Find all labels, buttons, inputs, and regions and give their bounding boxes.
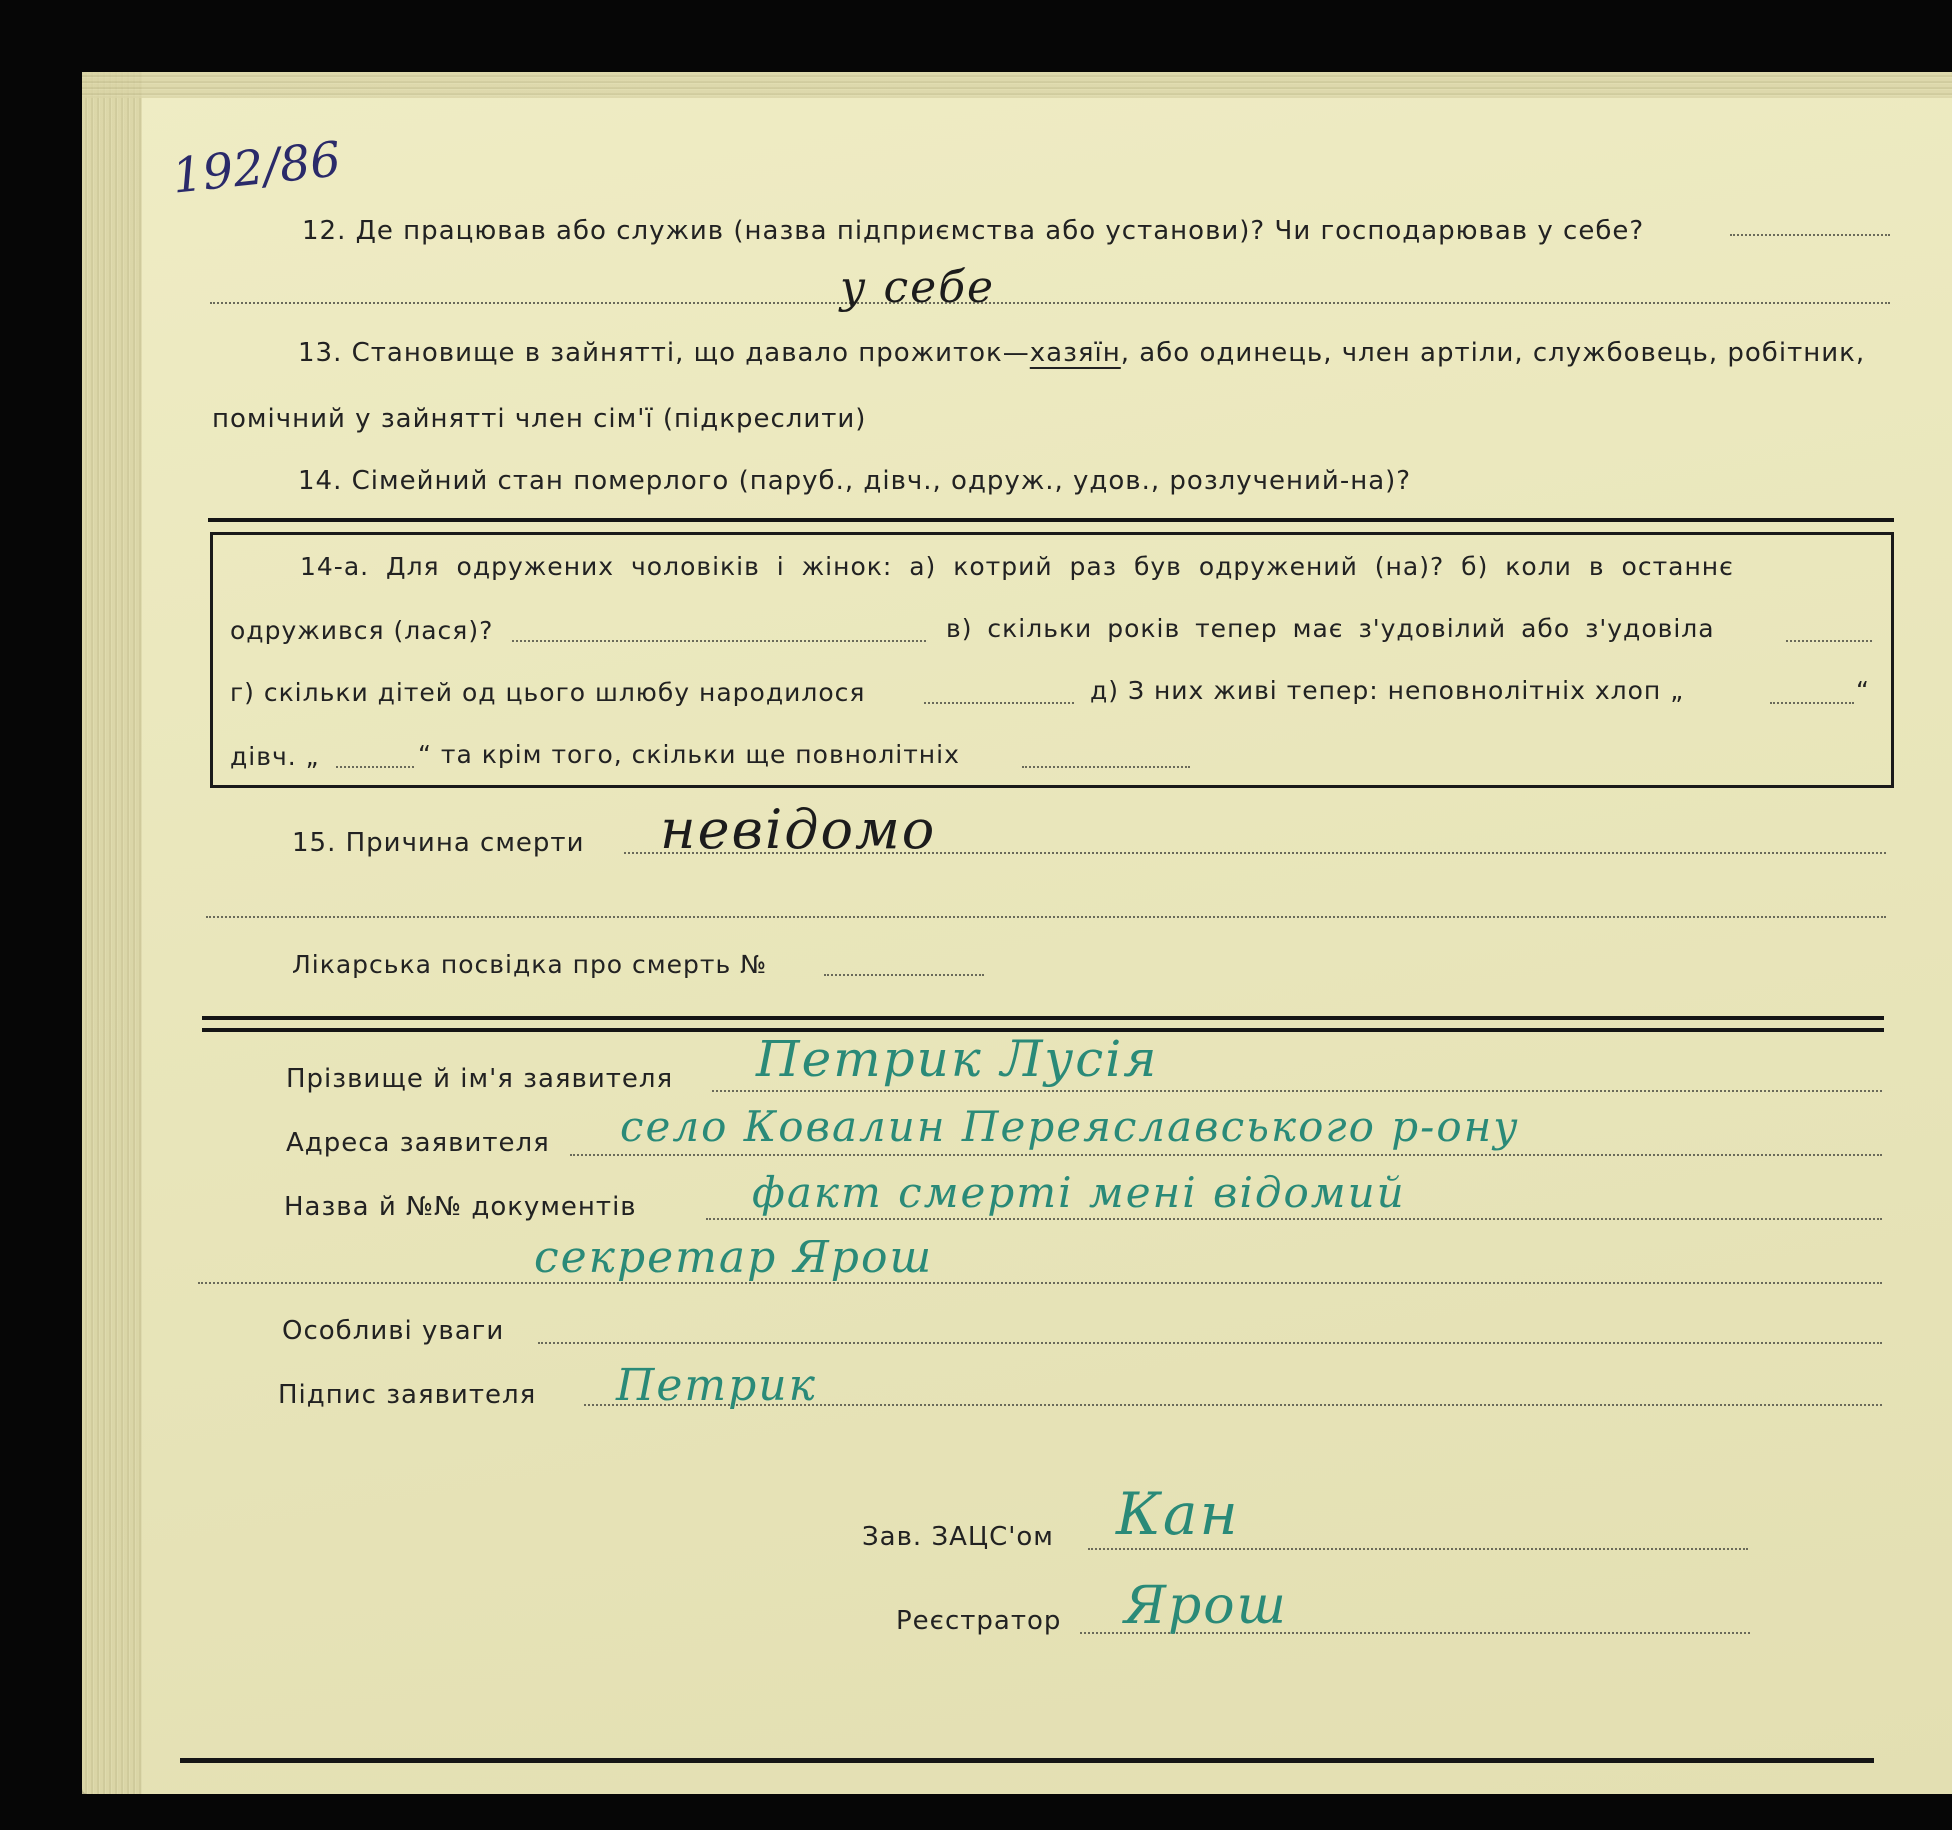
applicant-name-label: Прізвище й ім'я заявителя (286, 1064, 674, 1094)
applicant-address-dots (570, 1154, 1882, 1156)
q14-label: 14. Сімейний стан померлого (паруб., дівч., одруж., удов., розлучений-на)? (298, 466, 1412, 496)
q14a-line4-dots-2 (1022, 766, 1190, 768)
zags-head-signature: Кан (1116, 1480, 1240, 1548)
section-rule-1 (202, 1016, 1884, 1020)
q14a-line3c: “ (1856, 676, 1870, 705)
q14a-line4a: дівч. „ (230, 742, 320, 771)
zags-head-dots (1088, 1548, 1748, 1550)
q13-suffix: , або одинець, член артіли, службовець, робітник, (1120, 338, 1866, 368)
registrar-signature: Ярош (1124, 1576, 1288, 1636)
q13-prefix: 13. Становище в зайнятті, що давало прожиток— (298, 338, 1030, 368)
applicant-signature-value: Петрик (616, 1360, 817, 1411)
applicant-address-value: село Ковалин Переяславського р-ону (620, 1102, 1520, 1151)
applicant-name-value: Петрик Лусія (756, 1030, 1159, 1088)
archive-number: 192/86 (169, 131, 344, 205)
medical-certificate-dots (824, 974, 984, 976)
q13-line2: помічний у зайнятті член сім'ї (підкреслити) (212, 404, 867, 434)
box-top-rule (208, 518, 1894, 522)
page-stack-top-edges (82, 72, 1952, 98)
q14a-line2-dots-2 (1786, 640, 1872, 642)
applicant-docs-dots (706, 1218, 1882, 1220)
q12-answer: у себе (840, 262, 996, 313)
q15-label: 15. Причина смерти (292, 828, 585, 858)
q15-second-line (206, 916, 1886, 918)
registrar-label: Реєстратор (896, 1606, 1062, 1636)
q14a-line2a: одружився (лася)? (230, 616, 494, 645)
applicant-docs-label: Назва й №№ документів (284, 1192, 637, 1222)
q12-dotted-line (1730, 234, 1890, 236)
q14a-line4-dots-1 (336, 766, 414, 768)
medical-certificate-label: Лікарська посвідка про смерть № (292, 950, 768, 979)
bottom-rule (180, 1758, 1874, 1763)
q14a-line3-dots-1 (924, 702, 1074, 704)
applicant-name-dots (712, 1090, 1882, 1092)
q13-line1 (298, 338, 1865, 368)
q14a-line2-dots-1 (512, 640, 926, 642)
q14a-line2b: в) скільки років тепер має з'удовілий або з'удовіла (946, 614, 1715, 643)
q14a-line3a: г) скільки дітей од цього шлюбу народилося (230, 678, 866, 707)
applicant-address-label: Адреса заявителя (286, 1128, 550, 1158)
q14a-line3b: д) З них живі тепер: неповнолітніх хлоп „ (1090, 676, 1685, 705)
applicant-docs-value-2: секретар Ярош (534, 1232, 934, 1283)
special-notes-dots (538, 1342, 1882, 1344)
q14a-line3-dots-2 (1770, 702, 1854, 704)
q12-label: 12. Де працював або служив (назва підприємства або установи)? Чи господарював у себе? (302, 216, 1645, 246)
applicant-docs-second-line (198, 1282, 1882, 1284)
page-stack-edges (82, 72, 142, 1794)
q12-answer-line (210, 302, 1890, 304)
q13-underlined-option: хазяїн (1029, 338, 1121, 368)
special-notes-label: Особливі уваги (282, 1316, 505, 1346)
q14a-line1: 14-а. Для одружених чоловіків і жінок: а) котрий раз був одружений (на)? б) коли в останнє (300, 552, 1734, 581)
q15-answer: невідомо (660, 798, 937, 861)
zags-head-label: Зав. ЗАЦС'ом (862, 1522, 1054, 1552)
q14a-line4b: “ та крім того, скільки ще повнолітніх (418, 740, 960, 769)
applicant-docs-value-1: факт смерті мені відомий (752, 1168, 1406, 1217)
applicant-signature-label: Підпис заявителя (278, 1380, 537, 1410)
